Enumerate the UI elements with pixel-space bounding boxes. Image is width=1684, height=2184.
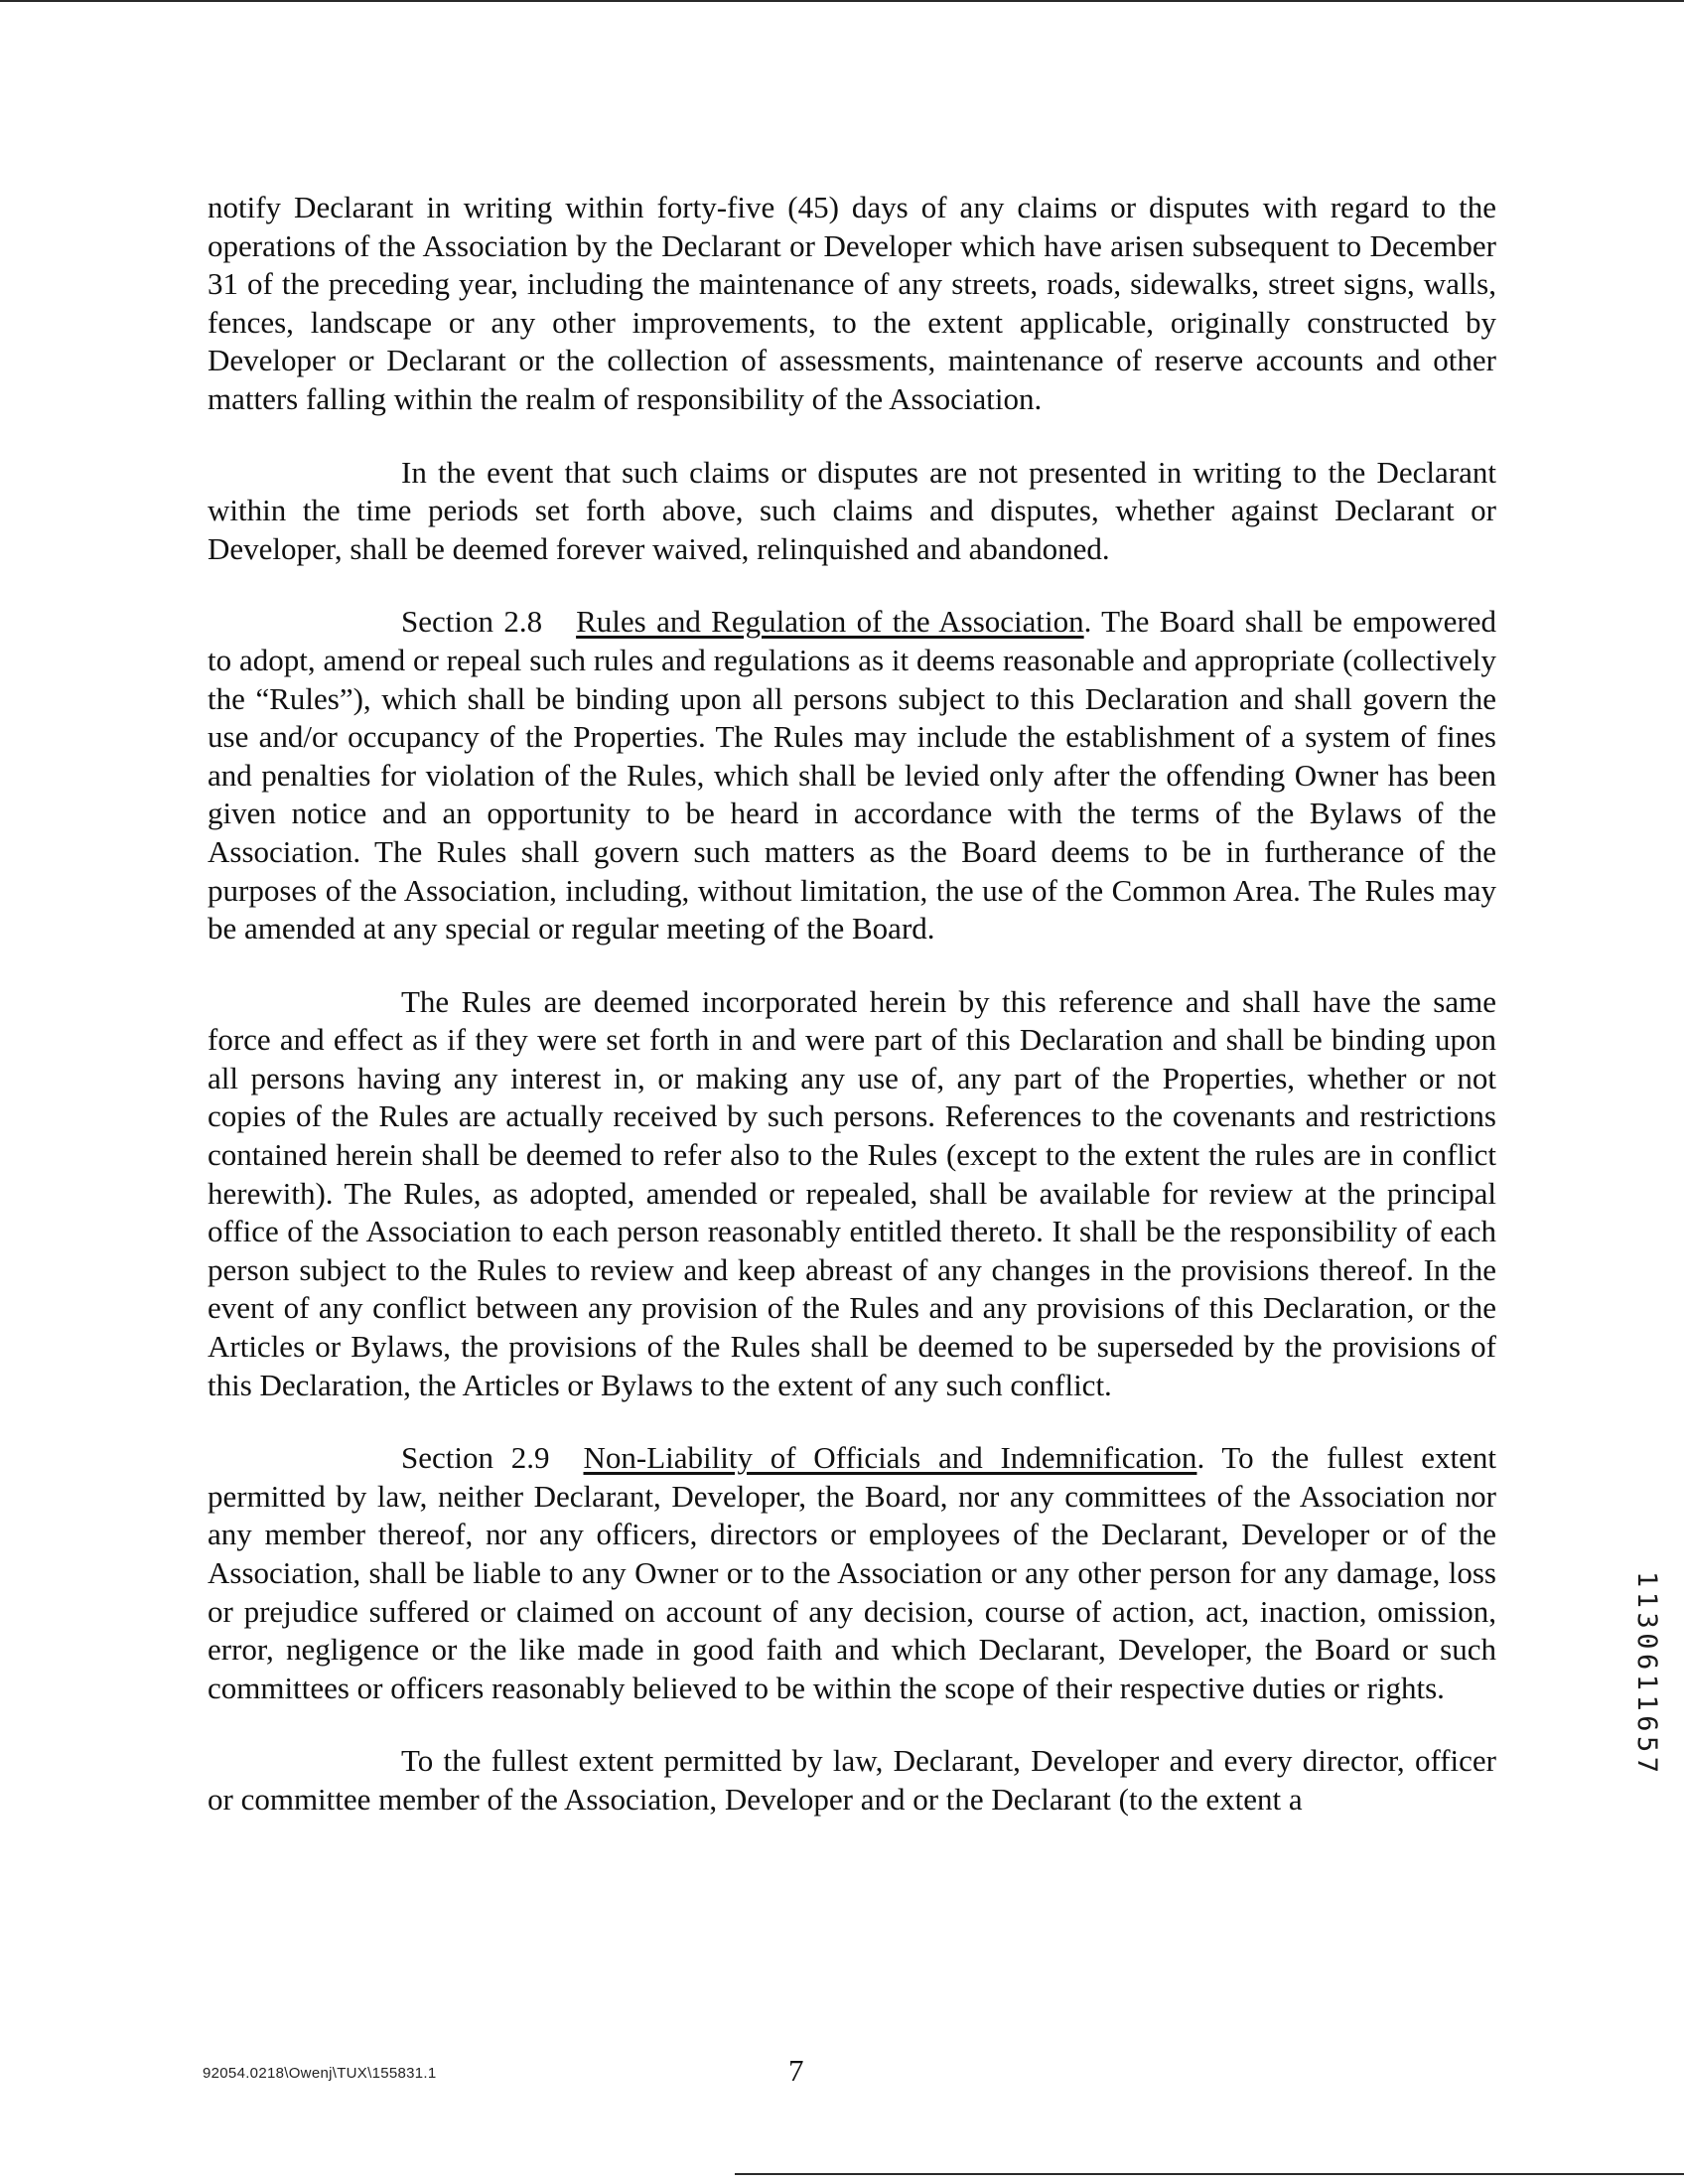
document-body [208, 189, 1496, 1854]
section-2-9 [208, 1439, 1496, 1707]
section-2-8-heading: Rules and Regulation of the Association [576, 604, 1084, 640]
recording-number-stamp-text: 1130611657 [1631, 1571, 1662, 1778]
section-2-8-text: . The Board shall be empowered to adopt, amend or repeal such rules and regulations as it deems reasonable and appropriate (collectively the “Rules”), which shall be binding upon all persons subject to this Declaration and shall govern the use and/or occupancy of the Properties. The Rules may include the establishment of a system of fines and penalties for violation of the Rules, which shall be levied only after the offending Owner has been given notice and an opportunity to be heard in accordance with the terms of the Bylaws of the Association. The Rules shall govern such matters as the Board deems to be in furtherance of the purposes of the Association, including, without limitation, the use of the Common Area. The Rules may be amended at any special or regular meeting of the Board. [208, 604, 1496, 946]
section-2-9-heading: Non-Liability of Officials and Indemnification [583, 1440, 1197, 1476]
scan-edge-top [0, 0, 1684, 2]
recording-number-stamp [1616, 1567, 1662, 1895]
paragraph-rules-incorporated: The Rules are deemed incorporated herein by this reference and shall have the same force and effect as if they were set forth in and were part of this Declaration and shall be binding upon all persons having any interest in, or making any use of, any part of the Properties, whether or not copies of the Rules are actually received by such persons. References to the covenants and restrictions contained herein shall be deemed to refer also to the Rules (except to the extent the rules are in conflict herewith). The Rules, as adopted, amended or repealed, shall be available for review at the principal office of the Association to each person reasonably entitled thereto. It shall be the responsibility of each person subject to the Rules to review and keep abreast of any changes in the provisions thereof. In the event of any conflict between any provision of the Rules and any provisions of this Declaration, or the Articles or Bylaws, the provisions of the Rules shall be deemed to be superseded by the provisions of this Declaration, the Articles or Bylaws to the extent of any such conflict. [208, 983, 1496, 1402]
section-2-8 [208, 603, 1496, 947]
paragraph-indemnification: To the fullest extent permitted by law, Declarant, Developer and every director, officer or committee member of the Association, Developer and or the Declarant (to the extent a [208, 1743, 1496, 1817]
section-2-8-label: Section 2.8 [401, 604, 543, 640]
page-number: 7 [788, 2053, 804, 2088]
paragraph-claims-waiver: In the event that such claims or disputes are not presented in writing to the Declarant within the time periods set forth above, such claims and disputes, whether against Declarant or Developer, shall be deemed forever waived, relinquished and abandoned. [208, 454, 1496, 566]
section-2-9-label: Section 2.9 [401, 1440, 550, 1476]
section-2-9-text: . To the fullest extent permitted by law, neither Declarant, Developer, the Board, nor any committees of the Association nor any member thereof, nor any officers, directors or employees of the Declarant, Developer or of the Association, shall be liable to any Owner or to the Association or any other person for any damage, loss or prejudice suffered or claimed on account of any decision, course of action, act, inaction, omission, error, negligence or the like made in good faith and which Declarant, Developer, the Board or such committees or officers reasonably believed to be within the scope of their respective duties or rights. [208, 1440, 1496, 1705]
footer-file-reference: 92054.0218\Owenj\TUX\155831.1 [203, 2065, 437, 2082]
paragraph-claims-notice: notify Declarant in writing within forty-five (45) days of any claims or disputes with regard to the operations of the Association by the Declarant or Developer which have arisen subsequent to December 31 of the preceding year, including the maintenance of any streets, roads, sidewalks, street signs, walls, fences, landscape or any other improvements, to the extent applicable, originally constructed by Developer or Declarant or the collection of assessments, maintenance of reserve accounts and other matters falling within the realm of responsibility of the Association. [208, 190, 1496, 416]
scan-edge-bottom [735, 2173, 1684, 2175]
